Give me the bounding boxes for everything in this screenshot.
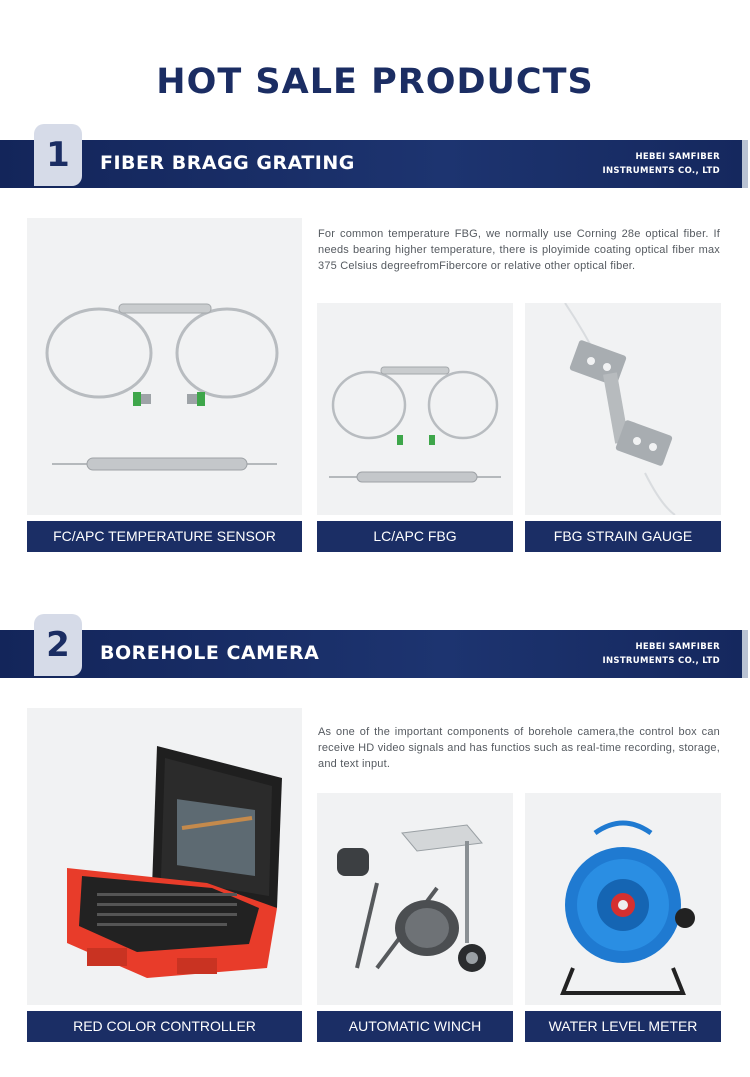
product-caption-red-controller: RED COLOR CONTROLLER: [27, 1011, 302, 1042]
section-1-description: For common temperature FBG, we normally use Corning 28e optical fiber. If needs bearing higher temperature, there is ployimide coating optical fiber max 375 Celsius degreefromFibercore or relative other optical fiber.: [318, 228, 720, 272]
product-caption-strain-gauge: FBG STRAIN GAUGE: [525, 521, 721, 552]
product-caption-automatic-winch: AUTOMATIC WINCH: [317, 1011, 513, 1042]
water-level-meter-photo: [525, 793, 721, 1005]
red-controller-photo: [27, 708, 302, 1005]
company-name: HEBEI SAMFIBER INSTRUMENTS CO., LTD: [602, 642, 720, 666]
product-caption-fc-apc: FC/APC TEMPERATURE SENSOR: [27, 521, 302, 552]
section-2-header: [0, 630, 742, 678]
section-1-number: 1: [46, 135, 70, 175]
section-2-number-tab: [34, 614, 82, 676]
fc-apc-sensor-photo: [27, 218, 302, 515]
product-caption-water-level-meter: WATER LEVEL METER: [525, 1011, 721, 1042]
automatic-winch-photo: [317, 793, 513, 1005]
company-name: HEBEI SAMFIBER INSTRUMENTS CO., LTD: [602, 152, 720, 176]
water-meter-image: [525, 793, 721, 1005]
lc-apc-fbg-photo: [317, 303, 513, 515]
section-1-title: FIBER BRAGG GRATING: [100, 152, 355, 174]
section-2-title: BOREHOLE CAMERA: [100, 642, 320, 664]
lc-fbg-image: [317, 303, 513, 515]
section-2-number: 2: [46, 625, 70, 665]
controller-image: [27, 708, 302, 1005]
strain-gauge-image: [525, 303, 721, 515]
winch-image: [317, 793, 513, 1005]
fbg-strain-gauge-photo: [525, 303, 721, 515]
section-1-number-tab: [34, 124, 82, 186]
fiber-sensor-image: [27, 218, 302, 515]
section-2-description: As one of the important components of borehole camera,the control box can receive HD video signals and has functios such as real-time recording, storage, and text input.: [318, 726, 720, 770]
page-title: HOT SALE PRODUCTS: [156, 62, 594, 102]
product-caption-lc-apc: LC/APC FBG: [317, 521, 513, 552]
section-1-header: [0, 140, 742, 188]
